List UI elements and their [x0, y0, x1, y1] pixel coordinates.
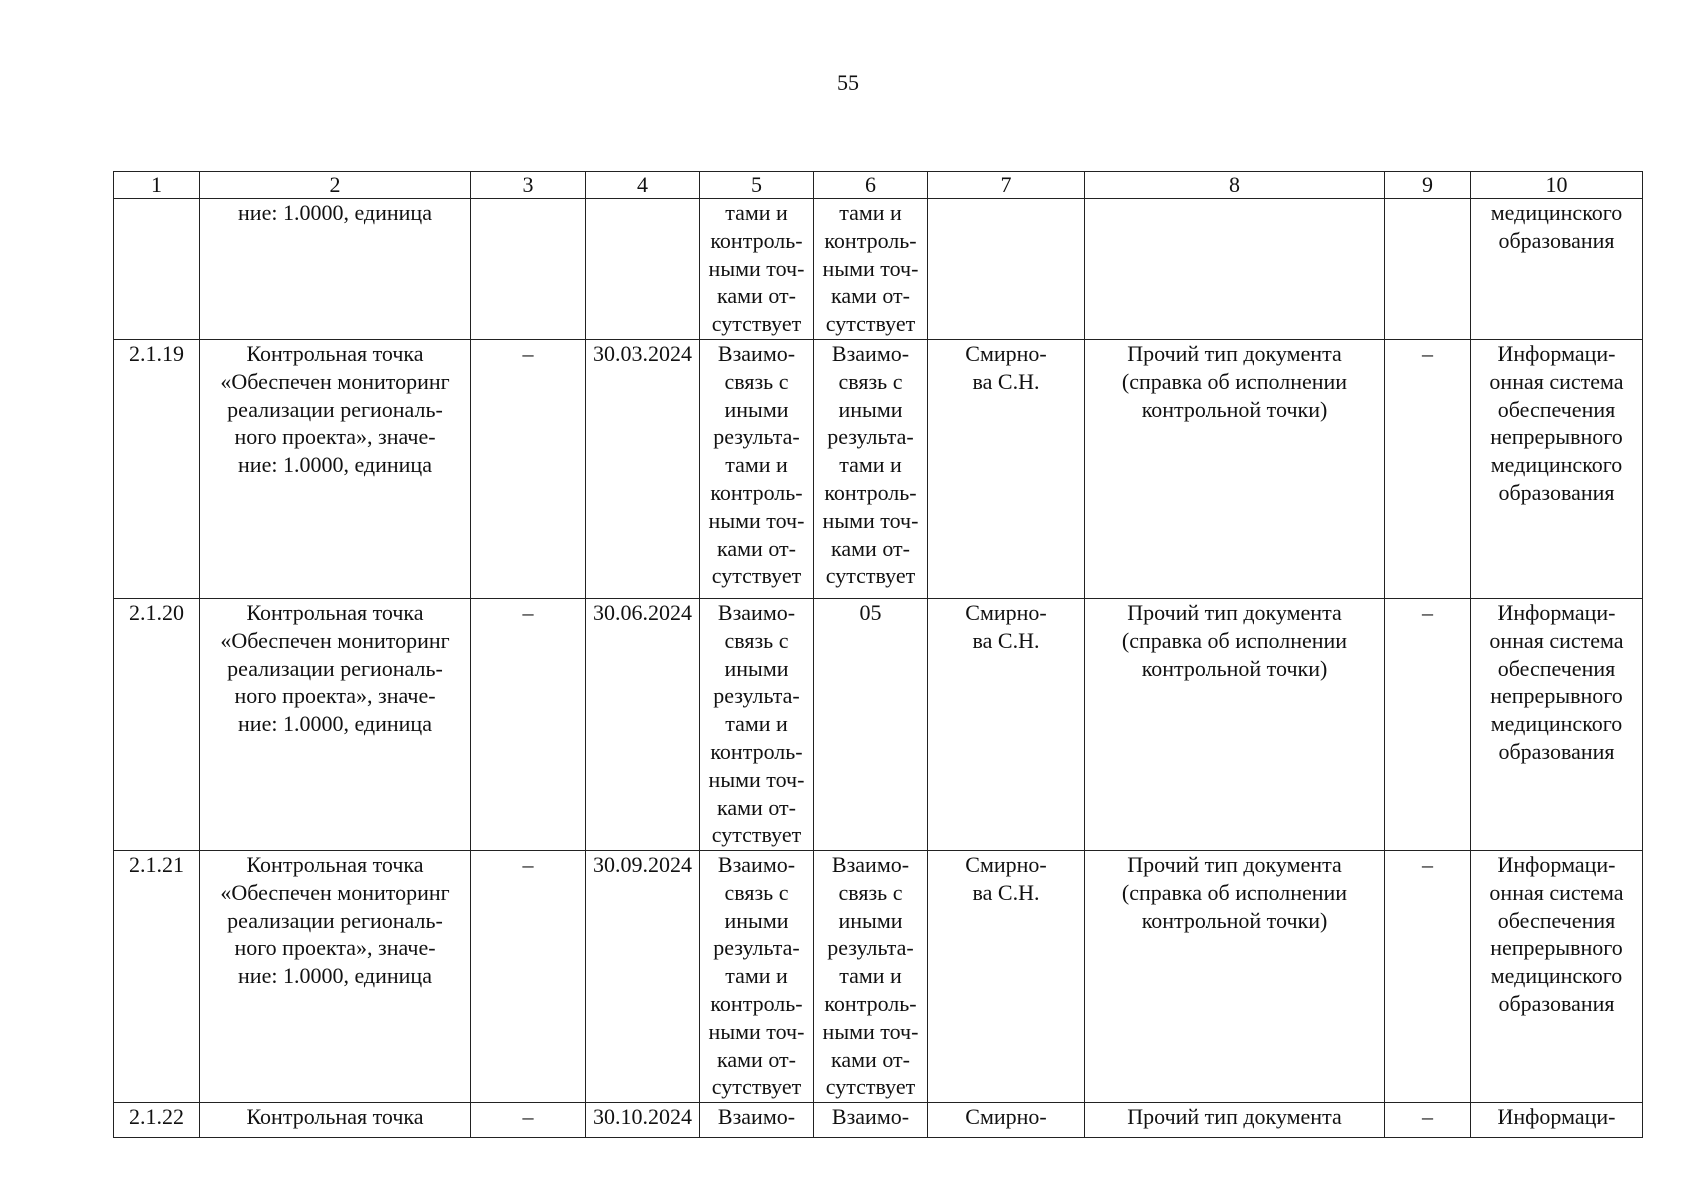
cell-col6: Взаимо- связь с иными результа- тами и контроль- ными точ- ками от- сутствует — [814, 851, 928, 1103]
column-header: 6 — [814, 172, 928, 199]
cell-col5: Взаимо- связь с иными результа- тами и контроль- ными точ- ками от- сутствует — [700, 340, 814, 599]
row-name: Контрольная точка «Обеспечен мониторинг реализации региональ- ного проекта», значе- ние: 1.0000, единица — [200, 851, 471, 1103]
column-header: 4 — [586, 172, 700, 199]
cell-info-system: Информаци- онная система обеспечения непрерывного медицинского образования — [1471, 340, 1643, 599]
row-number: 2.1.19 — [114, 340, 200, 599]
cell-document-type: Прочий тип документа (справка об исполнении контрольной точки) — [1085, 340, 1385, 599]
cell-col9: – — [1385, 340, 1471, 599]
cell-col9: – — [1385, 1103, 1471, 1138]
column-header: 3 — [471, 172, 586, 199]
cell-info-system: Информаци- онная система обеспечения непрерывного медицинского образования — [1471, 599, 1643, 851]
table-row — [114, 340, 1643, 599]
column-header: 1 — [114, 172, 200, 199]
header-row — [114, 172, 1643, 199]
cell-info-system: Информаци- онная система обеспечения непрерывного медицинского образования — [1471, 851, 1643, 1103]
row-number — [114, 199, 200, 340]
cell-document-type: Прочий тип документа (справка об исполнении контрольной точки) — [1085, 599, 1385, 851]
row-name: Контрольная точка «Обеспечен мониторинг реализации региональ- ного проекта», значе- ние: 1.0000, единица — [200, 340, 471, 599]
row-name: ние: 1.0000, единица — [200, 199, 471, 340]
row-name: Контрольная точка — [200, 1103, 471, 1138]
cell-info-system: медицинского образования — [1471, 199, 1643, 340]
table-row — [114, 599, 1643, 851]
cell-col9 — [1385, 199, 1471, 340]
cell-date — [586, 199, 700, 340]
cell-col6: Взаимо- — [814, 1103, 928, 1138]
cell-document-type: Прочий тип документа (справка об исполнении контрольной точки) — [1085, 851, 1385, 1103]
row-number: 2.1.22 — [114, 1103, 200, 1138]
row-name: Контрольная точка «Обеспечен мониторинг реализации региональ- ного проекта», значе- ние: 1.0000, единица — [200, 599, 471, 851]
row-number: 2.1.21 — [114, 851, 200, 1103]
cell-responsible: Смирно- ва С.Н. — [928, 599, 1085, 851]
cell-responsible: Смирно- — [928, 1103, 1085, 1138]
cell-col5: Взаимо- — [700, 1103, 814, 1138]
column-header: 2 — [200, 172, 471, 199]
cell-col5: Взаимо- связь с иными результа- тами и контроль- ными точ- ками от- сутствует — [700, 599, 814, 851]
cell-col5: Взаимо- связь с иными результа- тами и контроль- ными точ- ками от- сутствует — [700, 851, 814, 1103]
column-header: 8 — [1085, 172, 1385, 199]
table-row — [114, 199, 1643, 340]
table-row — [114, 851, 1643, 1103]
cell-col6: Взаимо- связь с иными результа- тами и контроль- ными точ- ками от- сутствует — [814, 340, 928, 599]
cell-col5: тами и контроль- ными точ- ками от- сутствует — [700, 199, 814, 340]
column-header: 9 — [1385, 172, 1471, 199]
cell-col6: тами и контроль- ными точ- ками от- сутствует — [814, 199, 928, 340]
column-header: 7 — [928, 172, 1085, 199]
row-number: 2.1.20 — [114, 599, 200, 851]
cell-col3 — [471, 199, 586, 340]
cell-col3: – — [471, 851, 586, 1103]
column-header: 10 — [1471, 172, 1643, 199]
column-header: 5 — [700, 172, 814, 199]
cell-col9: – — [1385, 851, 1471, 1103]
table-row — [114, 1103, 1643, 1138]
cell-responsible — [928, 199, 1085, 340]
cell-date: 30.10.2024 — [586, 1103, 700, 1138]
cell-col3: – — [471, 340, 586, 599]
cell-responsible: Смирно- ва С.Н. — [928, 851, 1085, 1103]
cell-responsible: Смирно- ва С.Н. — [928, 340, 1085, 599]
cell-date: 30.03.2024 — [586, 340, 700, 599]
cell-document-type: Прочий тип документа — [1085, 1103, 1385, 1138]
cell-date: 30.06.2024 — [586, 599, 700, 851]
cell-col3: – — [471, 1103, 586, 1138]
cell-document-type — [1085, 199, 1385, 340]
page-number: 55 — [837, 70, 859, 95]
cell-col9: – — [1385, 599, 1471, 851]
plan-table — [113, 171, 1643, 1138]
cell-info-system: Информаци- — [1471, 1103, 1643, 1138]
cell-col3: – — [471, 599, 586, 851]
cell-date: 30.09.2024 — [586, 851, 700, 1103]
cell-col6: 05 — [814, 599, 928, 851]
